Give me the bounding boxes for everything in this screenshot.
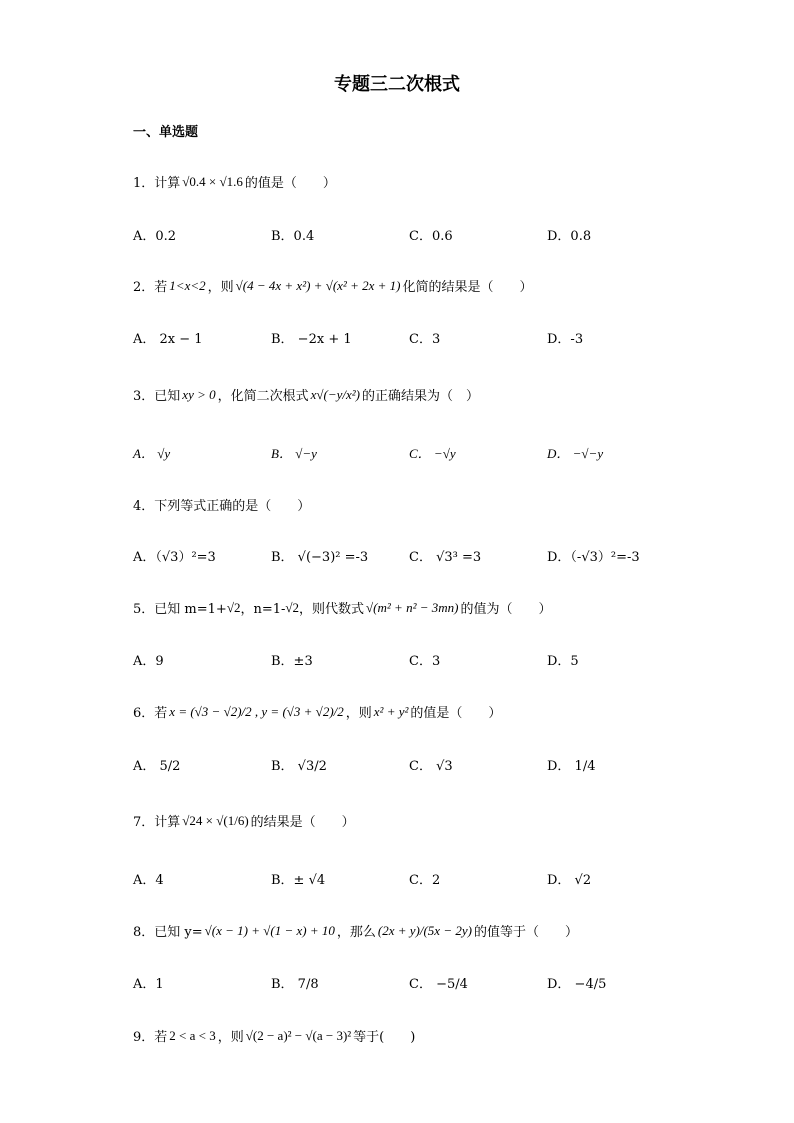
- math-expression: √(2 − a)² − √(a − 3)²: [245, 1027, 352, 1043]
- question-number: 8．: [133, 925, 155, 940]
- option-a[interactable]: A．9: [133, 654, 164, 669]
- question-text: 化简的结果是（ ）: [402, 280, 533, 295]
- question-text: 的值是（ ）: [244, 176, 336, 191]
- question-text: 的值为（ ）: [460, 602, 552, 617]
- math-expression: x² + y²: [373, 703, 409, 719]
- math-expression: x = (√3 − √2)/2 , y = (√3 + √2)/2: [169, 703, 344, 719]
- question-2: [133, 276, 532, 295]
- option-c[interactable]: C． √3: [409, 759, 453, 774]
- question-text: ，n=1-: [240, 602, 286, 617]
- math-expression: (2x + y)/(5x − 2y): [377, 922, 472, 938]
- question-text: 已知 y=: [154, 925, 203, 940]
- question-6: [133, 702, 501, 721]
- option-c[interactable]: C．3: [409, 654, 441, 669]
- option-b[interactable]: B． √−y: [271, 446, 317, 461]
- math-expression: √24 × √(1/6): [182, 812, 249, 828]
- question-3: [133, 385, 479, 404]
- math-expression: √0.4 × √1.6: [182, 173, 243, 189]
- option-d[interactable]: D． −4/5: [547, 977, 607, 992]
- question-number: 4．: [133, 499, 155, 514]
- option-b[interactable]: B． 7/8: [271, 977, 319, 992]
- question-text: 若: [154, 706, 168, 721]
- question-number: 9．: [133, 1030, 155, 1045]
- question-text: ，则: [345, 706, 372, 721]
- option-d[interactable]: D．（-√3）²=-3: [547, 550, 640, 565]
- option-b[interactable]: B． √3/2: [271, 759, 327, 774]
- question-text: ，则: [207, 280, 234, 295]
- question-number: 5．: [133, 602, 155, 617]
- option-c[interactable]: C． √3³ =3: [409, 550, 482, 565]
- question-number: 6．: [133, 706, 155, 721]
- section-heading: 一、单选题: [133, 125, 199, 140]
- option-a[interactable]: A．（√3）²=3: [133, 550, 216, 565]
- question-text: 计算: [154, 815, 181, 830]
- option-b[interactable]: B．0.4: [271, 229, 315, 244]
- math-expression: √(x − 1) + √(1 − x) + 10: [204, 922, 335, 938]
- option-a[interactable]: A．4: [133, 873, 164, 888]
- math-expression: xy > 0: [182, 386, 216, 402]
- math-expression: 1<x<2: [169, 277, 206, 293]
- question-5: [133, 598, 551, 617]
- question-text: 下列等式正确的是（ ）: [154, 499, 311, 514]
- option-a[interactable]: A． 5/2: [133, 759, 181, 774]
- question-text: ，则: [217, 1030, 244, 1045]
- option-d[interactable]: D．-3: [547, 332, 584, 347]
- option-a[interactable]: A． 2x − 1: [133, 332, 203, 347]
- option-b[interactable]: B．±3: [271, 654, 313, 669]
- option-a[interactable]: A．1: [133, 977, 164, 992]
- question-text: ，化简二次根式: [217, 389, 309, 404]
- question-text: ，则代数式: [299, 602, 365, 617]
- option-d[interactable]: D． √2: [547, 873, 592, 888]
- question-8: [133, 921, 578, 940]
- question-number: 3．: [133, 389, 155, 404]
- question-text: 的正确结果为（ ）: [362, 389, 480, 404]
- math-expression: √(4 − 4x + x²) + √(x² + 2x + 1): [235, 277, 401, 293]
- question-text: 等于( ): [353, 1030, 416, 1045]
- option-c[interactable]: C．3: [409, 332, 441, 347]
- option-d[interactable]: D． −√−y: [547, 446, 604, 461]
- option-a[interactable]: A． √y: [133, 446, 171, 461]
- question-text: 若: [154, 1030, 168, 1045]
- math-expression: √2: [285, 599, 300, 615]
- question-text: 已知 m=1+: [154, 602, 227, 617]
- option-d[interactable]: D． 1/4: [547, 759, 596, 774]
- option-a[interactable]: A．0.2: [133, 229, 177, 244]
- question-1: [133, 172, 336, 191]
- question-number: 1．: [133, 176, 155, 191]
- option-c[interactable]: C．2: [409, 873, 441, 888]
- question-text: 的值等于（ ）: [473, 925, 578, 940]
- option-c[interactable]: C．0.6: [409, 229, 453, 244]
- question-number: 7．: [133, 815, 155, 830]
- page-title: 专题三二次根式: [334, 74, 460, 95]
- math-expression: 2 < a < 3: [169, 1027, 216, 1043]
- question-number: 2．: [133, 280, 155, 295]
- question-text: 的结果是（ ）: [250, 815, 355, 830]
- option-d[interactable]: D．0.8: [547, 229, 592, 244]
- question-text: 若: [154, 280, 168, 295]
- question-text: 已知: [154, 389, 181, 404]
- option-b[interactable]: B． √(−3)² =-3: [271, 550, 369, 565]
- option-b[interactable]: B．± √4: [271, 873, 326, 888]
- question-7: [133, 811, 355, 830]
- math-expression: √(m² + n² − 3mn): [366, 599, 459, 615]
- math-expression: √2: [226, 599, 241, 615]
- option-c[interactable]: C． −√y: [409, 446, 456, 461]
- question-text: 计算: [154, 176, 181, 191]
- question-4: [133, 495, 310, 514]
- option-b[interactable]: B． −2x + 1: [271, 332, 352, 347]
- question-text: 的值是（ ）: [410, 706, 502, 721]
- option-d[interactable]: D．5: [547, 654, 579, 669]
- question-text: ，那么: [336, 925, 376, 940]
- question-9: [133, 1026, 415, 1045]
- option-c[interactable]: C． −5/4: [409, 977, 468, 992]
- math-expression: x√(−y/x²): [310, 386, 361, 402]
